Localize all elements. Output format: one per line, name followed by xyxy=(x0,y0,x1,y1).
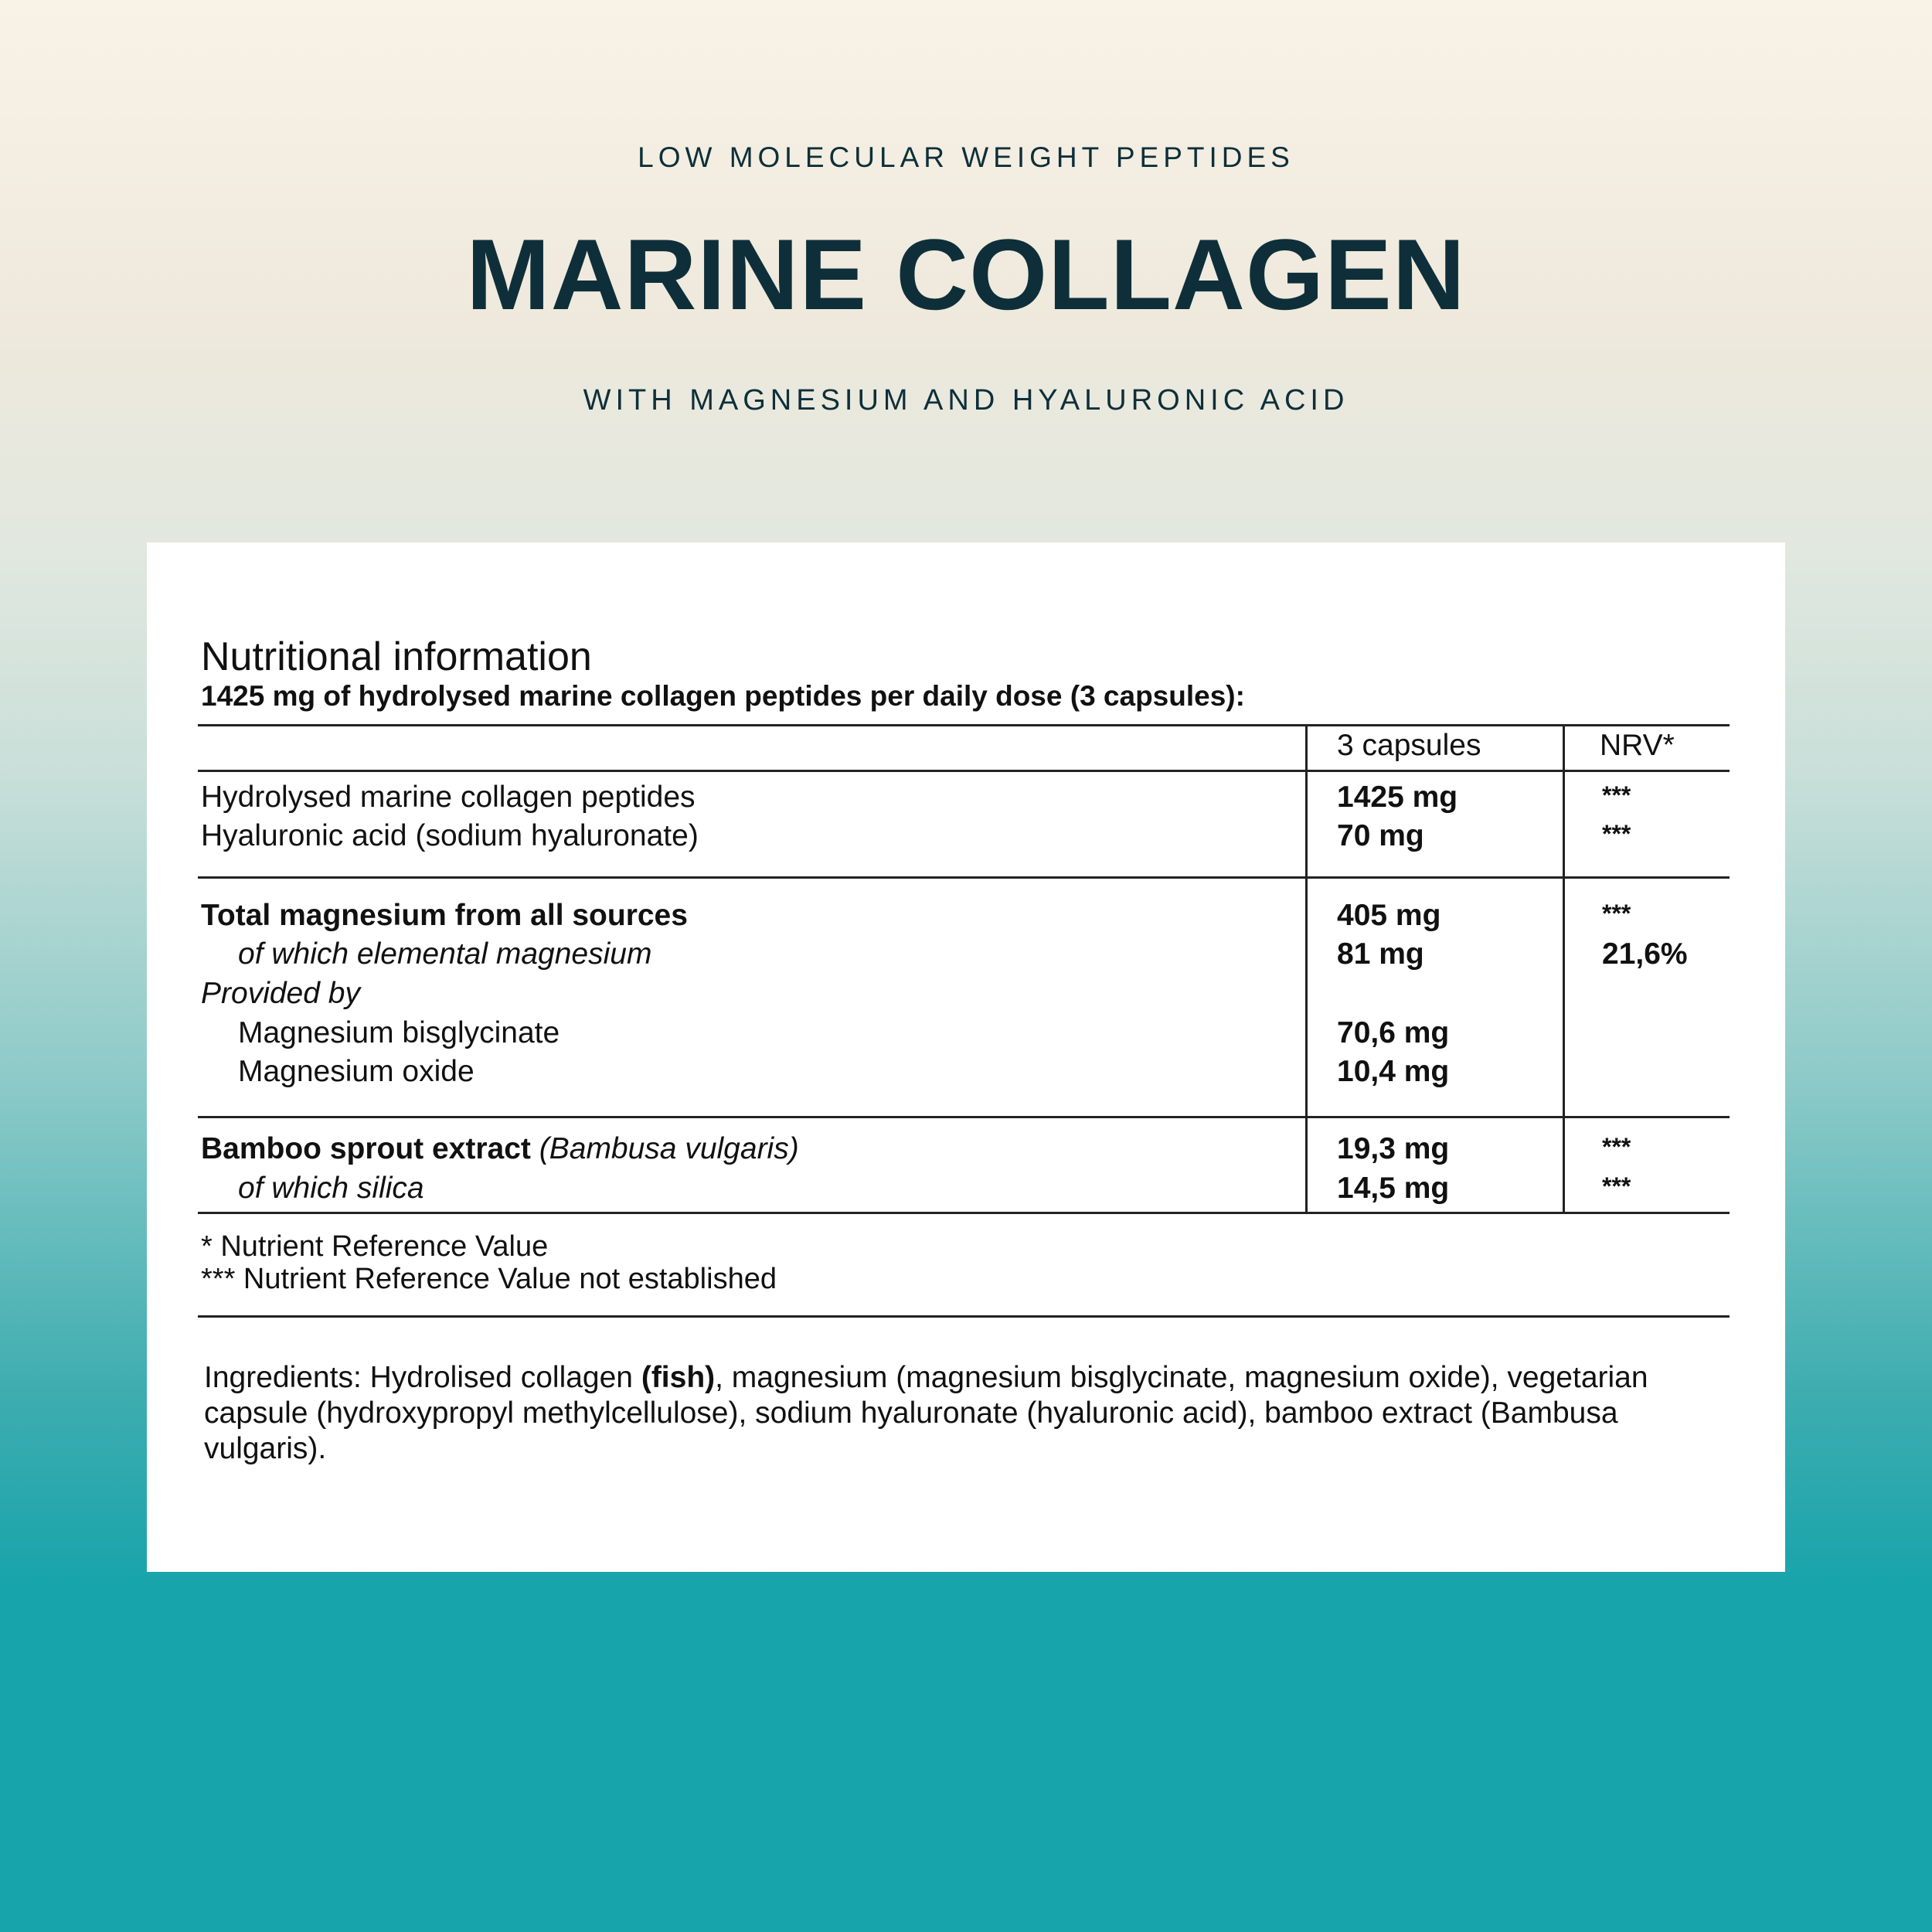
column-header-nrv: NRV* xyxy=(1600,729,1675,762)
table-rule-bottom xyxy=(198,1212,1730,1214)
column-divider-amount xyxy=(1305,724,1308,1214)
footnote: * Nutrient Reference Value xyxy=(201,1230,549,1263)
row-label-latin: (Bambusa vulgaris) xyxy=(539,1132,799,1165)
row-amount: 81 mg xyxy=(1337,937,1424,971)
row-amount: 70 mg xyxy=(1337,819,1424,852)
row-nrv: 21,6% xyxy=(1602,937,1688,971)
ingredients-prefix: Ingredients: Hydrolised collagen xyxy=(204,1361,641,1394)
product-subtitle: WITH MAGNESIUM AND HYALURONIC ACID xyxy=(583,384,1349,417)
panel-title: Nutritional information xyxy=(201,634,592,679)
row-nrv: *** xyxy=(1602,1172,1631,1200)
table-rule-top xyxy=(198,724,1730,726)
table-rule-header xyxy=(198,770,1730,772)
row-nrv: *** xyxy=(1602,781,1631,809)
row-label: Total magnesium from all sources xyxy=(201,899,688,932)
row-label: Hyaluronic acid (sodium hyaluronate) xyxy=(201,819,699,852)
row-amount: 10,4 mg xyxy=(1337,1055,1450,1088)
row-amount: 70,6 mg xyxy=(1337,1016,1450,1049)
eyebrow-text: LOW MOLECULAR WEIGHT PEPTIDES xyxy=(638,141,1294,173)
product-title: MARINE COLLAGEN xyxy=(466,218,1466,331)
footnote-rule xyxy=(198,1315,1730,1318)
row-label: of which silica xyxy=(238,1172,424,1205)
row-nrv: *** xyxy=(1602,1133,1631,1161)
row-nrv: *** xyxy=(1602,820,1631,848)
table-rule-section-2 xyxy=(198,1116,1730,1118)
row-amount: 19,3 mg xyxy=(1337,1132,1450,1165)
ingredients-allergen: (fish) xyxy=(641,1361,716,1394)
row-amount: 14,5 mg xyxy=(1337,1172,1450,1205)
row-label: Bamboo sprout extract xyxy=(201,1132,531,1165)
panel-subtitle: 1425 mg of hydrolysed marine collagen peptides per daily dose (3 capsules): xyxy=(201,680,1245,712)
row-nrv: *** xyxy=(1602,900,1631,927)
row-label: Magnesium oxide xyxy=(238,1055,474,1088)
table-rule-section-1 xyxy=(198,876,1730,879)
row-label: Hydrolysed marine collagen peptides xyxy=(201,781,696,814)
row-amount: 1425 mg xyxy=(1337,781,1458,814)
ingredients-suffix: , magnesium (magnesium bisglycinate, magnesium oxide), vegetarian capsule (hydroxypropyl methylcellulose), sodium hyaluronate (hyaluronic acid), bamboo extract (Bambusa vulgaris). xyxy=(204,1361,1648,1465)
column-header-amount: 3 capsules xyxy=(1337,729,1481,762)
row-label: Provided by xyxy=(201,977,360,1010)
footnote: *** Nutrient Reference Value not established xyxy=(201,1263,777,1295)
row-label: of which elemental magnesium xyxy=(238,937,652,971)
nutrition-panel xyxy=(147,543,1785,1572)
row-label: Magnesium bisglycinate xyxy=(238,1016,560,1049)
column-divider-nrv xyxy=(1563,724,1565,1214)
ingredients-text xyxy=(204,1360,1742,1467)
row-label-group xyxy=(201,1130,799,1168)
row-amount: 405 mg xyxy=(1337,899,1441,932)
